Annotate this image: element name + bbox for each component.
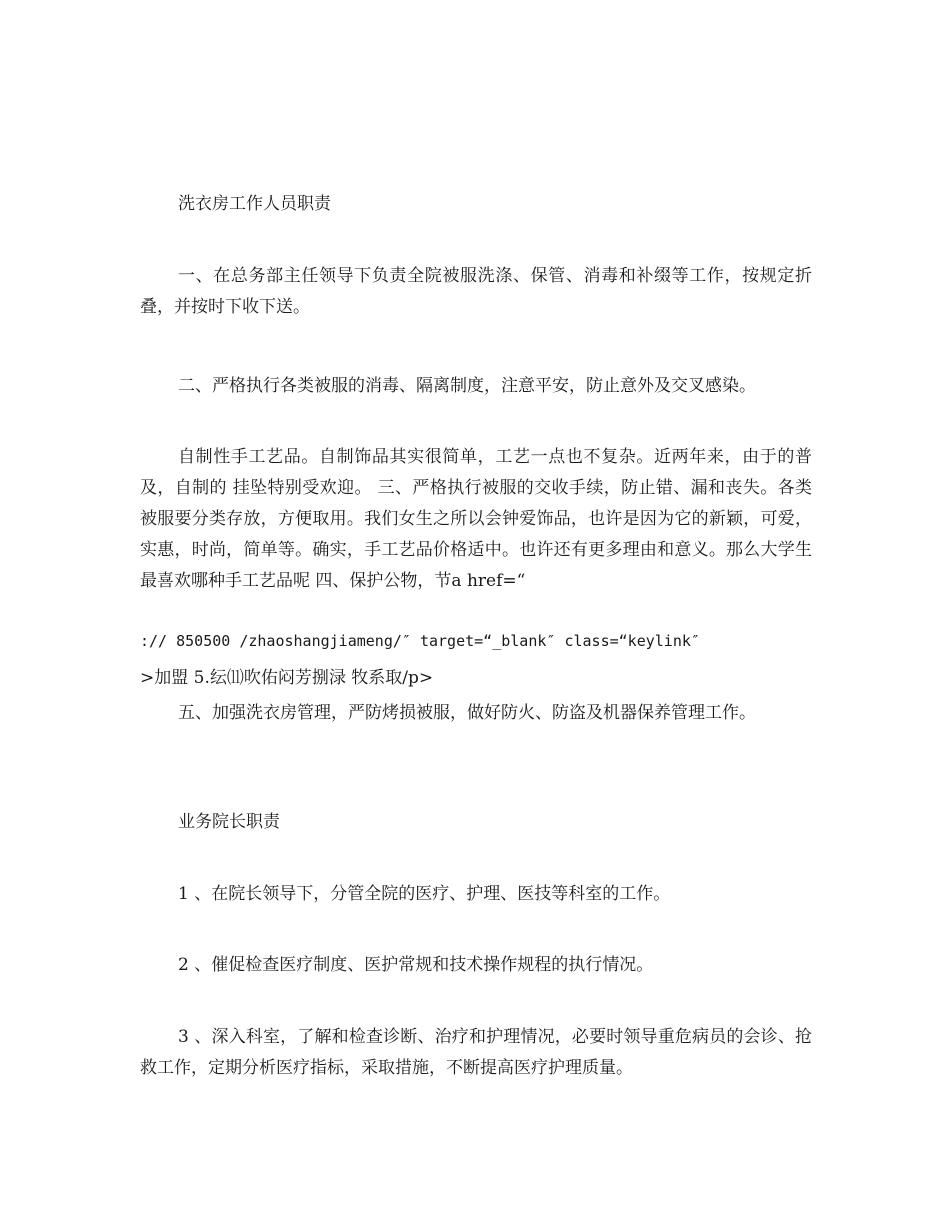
- document-page: [140, 0, 816, 1230]
- laundry-duty-1: 一、在总务部主任领导下负责全院被服洗涤、保管、消毒和补缀等工作，按规定折叠，并按时下收下送。: [140, 266, 812, 317]
- laundry-duty-3: 自制性手工艺品。自制饰品其实很简单，工艺一点也不复杂。近两年来，由于的普及，自制的 挂坠特别受欢迎。 三、严格执行被服的交收手续，防止错、漏和丧失。各类被服要分类存放，方便取用。我们女生之所以会钟爱饰品，也许是因为它的新颖，可爱，实惠，时尚，简单等。确实，手工艺品价格适中。也许还有更多理由和意义。那么大学生最喜欢哪种手工艺品呢 四、保护公物，节a href=“: [140, 447, 812, 591]
- vp-duty-2: 2 、催促检查医疗制度、医护常规和技术操作规程的执行情况。: [178, 955, 654, 975]
- laundry-duty-3-tail: >加盟 5.纭⑾吹佑闷芳捌渌 牧系取/p>: [140, 668, 434, 688]
- section-title-laundry: 洗衣房工作人员职责: [178, 194, 331, 214]
- vp-duty-1: 1 、在院长领导下，分管全院的医疗、护理、医技等科室的工作。: [178, 884, 671, 904]
- laundry-duty-3-code: :// 850500 /zhaoshangjiameng/″ target=“_blank″ class=“keylink″: [140, 632, 700, 650]
- laundry-duty-2: 二、严格执行各类被服的消毒、隔离制度，注意平安，防止意外及交叉感染。: [178, 376, 756, 396]
- section-title-vice-president: 业务院长职责: [178, 812, 280, 832]
- laundry-duty-5: 五、加强洗衣房管理，严防烤损被服，做好防火、防盗及机器保养管理工作。: [178, 703, 756, 723]
- vp-duty-3: 3 、深入科室，了解和检查诊断、治疗和护理情况，必要时领导重危病员的会诊、抢救工作，定期分析医疗指标，采取措施，不断提高医疗护理质量。: [140, 1027, 812, 1078]
